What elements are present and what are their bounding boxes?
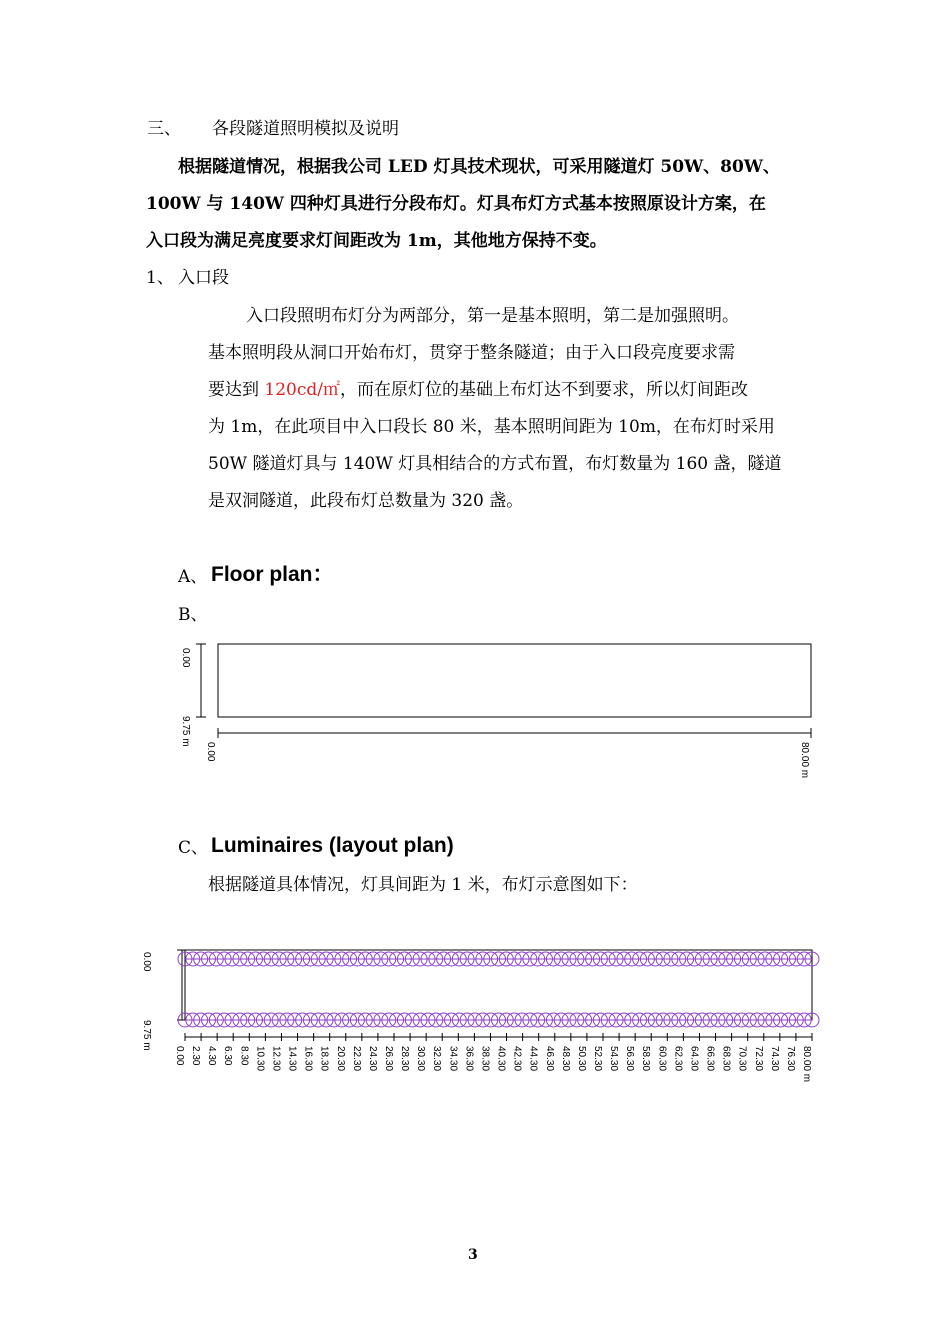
subsection-number: 1、 bbox=[146, 268, 174, 288]
luminaire-rows bbox=[178, 952, 819, 1027]
axis-tick-label: 66.30 bbox=[704, 1046, 716, 1072]
axis-tick-label: 2.30 bbox=[190, 1046, 202, 1066]
para-line-2: 基本照明段从洞口开始布灯，贯穿于整条隧道；由于入口段亮度要求需 bbox=[208, 343, 735, 363]
section-number: 三、 bbox=[147, 119, 181, 139]
layout-x-axis bbox=[174, 1033, 812, 1082]
floor-plan-x-start: 0.00 bbox=[205, 742, 216, 762]
floor-plan-drawing bbox=[170, 636, 830, 796]
layout-tunnel-outline bbox=[185, 950, 812, 1020]
axis-tick-label: 14.30 bbox=[286, 1046, 298, 1072]
axis-tick-label: 32.30 bbox=[431, 1046, 443, 1072]
axis-tick-label: 46.30 bbox=[543, 1046, 555, 1072]
axis-tick-label: 18.30 bbox=[318, 1046, 330, 1072]
item-a-title: Floor plan： bbox=[211, 563, 334, 586]
axis-tick-label: 72.30 bbox=[752, 1046, 764, 1072]
axis-tick-label: 62.30 bbox=[672, 1046, 684, 1072]
axis-tick-label: 58.30 bbox=[640, 1046, 652, 1072]
axis-tick-label: 80.00 m bbox=[801, 1046, 812, 1083]
para-line-4: 为 1m，在此项目中入口段长 80 米，基本照明间距为 10m，在布灯时采用 bbox=[208, 417, 775, 437]
axis-tick-label: 10.30 bbox=[254, 1046, 266, 1072]
axis-tick-label: 12.30 bbox=[270, 1046, 282, 1072]
axis-tick-label: 54.30 bbox=[608, 1046, 620, 1072]
subsection-title: 入口段 bbox=[178, 268, 229, 288]
item-c-label: C、 bbox=[178, 838, 209, 858]
item-c-title: Luminaires (layout plan) bbox=[211, 834, 454, 857]
axis-tick-label: 4.30 bbox=[206, 1046, 218, 1066]
axis-tick-label: 50.30 bbox=[575, 1046, 587, 1072]
axis-tick-label: 48.30 bbox=[559, 1046, 571, 1072]
axis-tick-label: 28.30 bbox=[399, 1046, 411, 1072]
para-line-3-post: ，而在原灯位的基础上布灯达不到要求，所以灯间距改 bbox=[340, 380, 748, 400]
axis-tick-label: 44.30 bbox=[527, 1046, 539, 1072]
axis-tick-label: 38.30 bbox=[479, 1046, 491, 1072]
axis-tick-label: 68.30 bbox=[720, 1046, 732, 1072]
item-b-label: B、 bbox=[178, 605, 208, 625]
axis-tick-label: 22.30 bbox=[350, 1046, 362, 1072]
axis-tick-label: 36.30 bbox=[463, 1046, 475, 1072]
axis-tick-label: 60.30 bbox=[656, 1046, 668, 1072]
axis-tick-label: 6.30 bbox=[222, 1046, 234, 1066]
intro-line-1: 根据隧道情况，根据我公司 LED 灯具技术现状，可采用隧道灯 50W、80W、 bbox=[178, 157, 780, 177]
item-a-label: A、 bbox=[178, 567, 208, 587]
layout-y-top: 0.00 bbox=[141, 952, 152, 972]
axis-tick-label: 24.30 bbox=[366, 1046, 378, 1072]
axis-tick-label: 76.30 bbox=[784, 1046, 796, 1072]
luminaire-layout-drawing bbox=[140, 940, 830, 1105]
tunnel-outline bbox=[218, 644, 811, 717]
para-line-3-pre: 要达到 bbox=[208, 380, 265, 400]
axis-tick-label: 16.30 bbox=[302, 1046, 314, 1072]
para-line-3 bbox=[208, 379, 748, 401]
axis-tick-label: 30.30 bbox=[415, 1046, 427, 1072]
page-number: 3 bbox=[468, 1247, 478, 1263]
floor-plan-y-top: 0.00 bbox=[180, 648, 191, 668]
item-c-description: 根据隧道具体情况，灯具间距为 1 米，布灯示意图如下： bbox=[208, 875, 638, 895]
axis-tick-label: 26.30 bbox=[383, 1046, 394, 1072]
axis-tick-label: 64.30 bbox=[688, 1046, 700, 1072]
para-line-6: 是双洞隧道，此段布灯总数量为 320 盏。 bbox=[208, 491, 524, 511]
luminance-requirement: 120cd/㎡ bbox=[264, 380, 340, 400]
intro-line-2: 100W 与 140W 四种灯具进行分段布灯。灯具布灯方式基本按照原设计方案，在 bbox=[146, 194, 766, 214]
intro-line-3: 入口段为满足亮度要求灯间距改为 1m，其他地方保持不变。 bbox=[146, 231, 607, 251]
axis-tick-label: 56.30 bbox=[624, 1046, 636, 1072]
axis-tick-label: 34.30 bbox=[447, 1046, 459, 1072]
axis-tick-label: 40.30 bbox=[495, 1046, 507, 1072]
axis-tick-label: 42.30 bbox=[511, 1046, 523, 1072]
section-title: 各段隧道照明模拟及说明 bbox=[212, 119, 399, 139]
axis-tick-label: 20.30 bbox=[334, 1046, 346, 1072]
floor-plan-y-bottom: 9.75 m bbox=[180, 716, 191, 747]
axis-tick-label: 74.30 bbox=[768, 1046, 780, 1072]
floor-plan-x-end: 80.00 m bbox=[799, 742, 810, 779]
layout-y-bottom: 9.75 m bbox=[141, 1020, 152, 1051]
para-line-1: 入口段照明布灯分为两部分，第一是基本照明，第二是加强照明。 bbox=[246, 306, 739, 326]
axis-tick-label: 52.30 bbox=[592, 1046, 603, 1072]
para-line-5: 50W 隧道灯具与 140W 灯具相结合的方式布置，布灯数量为 160 盏，隧道 bbox=[208, 454, 782, 474]
axis-tick-label: 70.30 bbox=[736, 1046, 748, 1072]
axis-tick-label: 0.00 bbox=[174, 1046, 185, 1066]
axis-tick-label: 8.30 bbox=[238, 1046, 250, 1066]
